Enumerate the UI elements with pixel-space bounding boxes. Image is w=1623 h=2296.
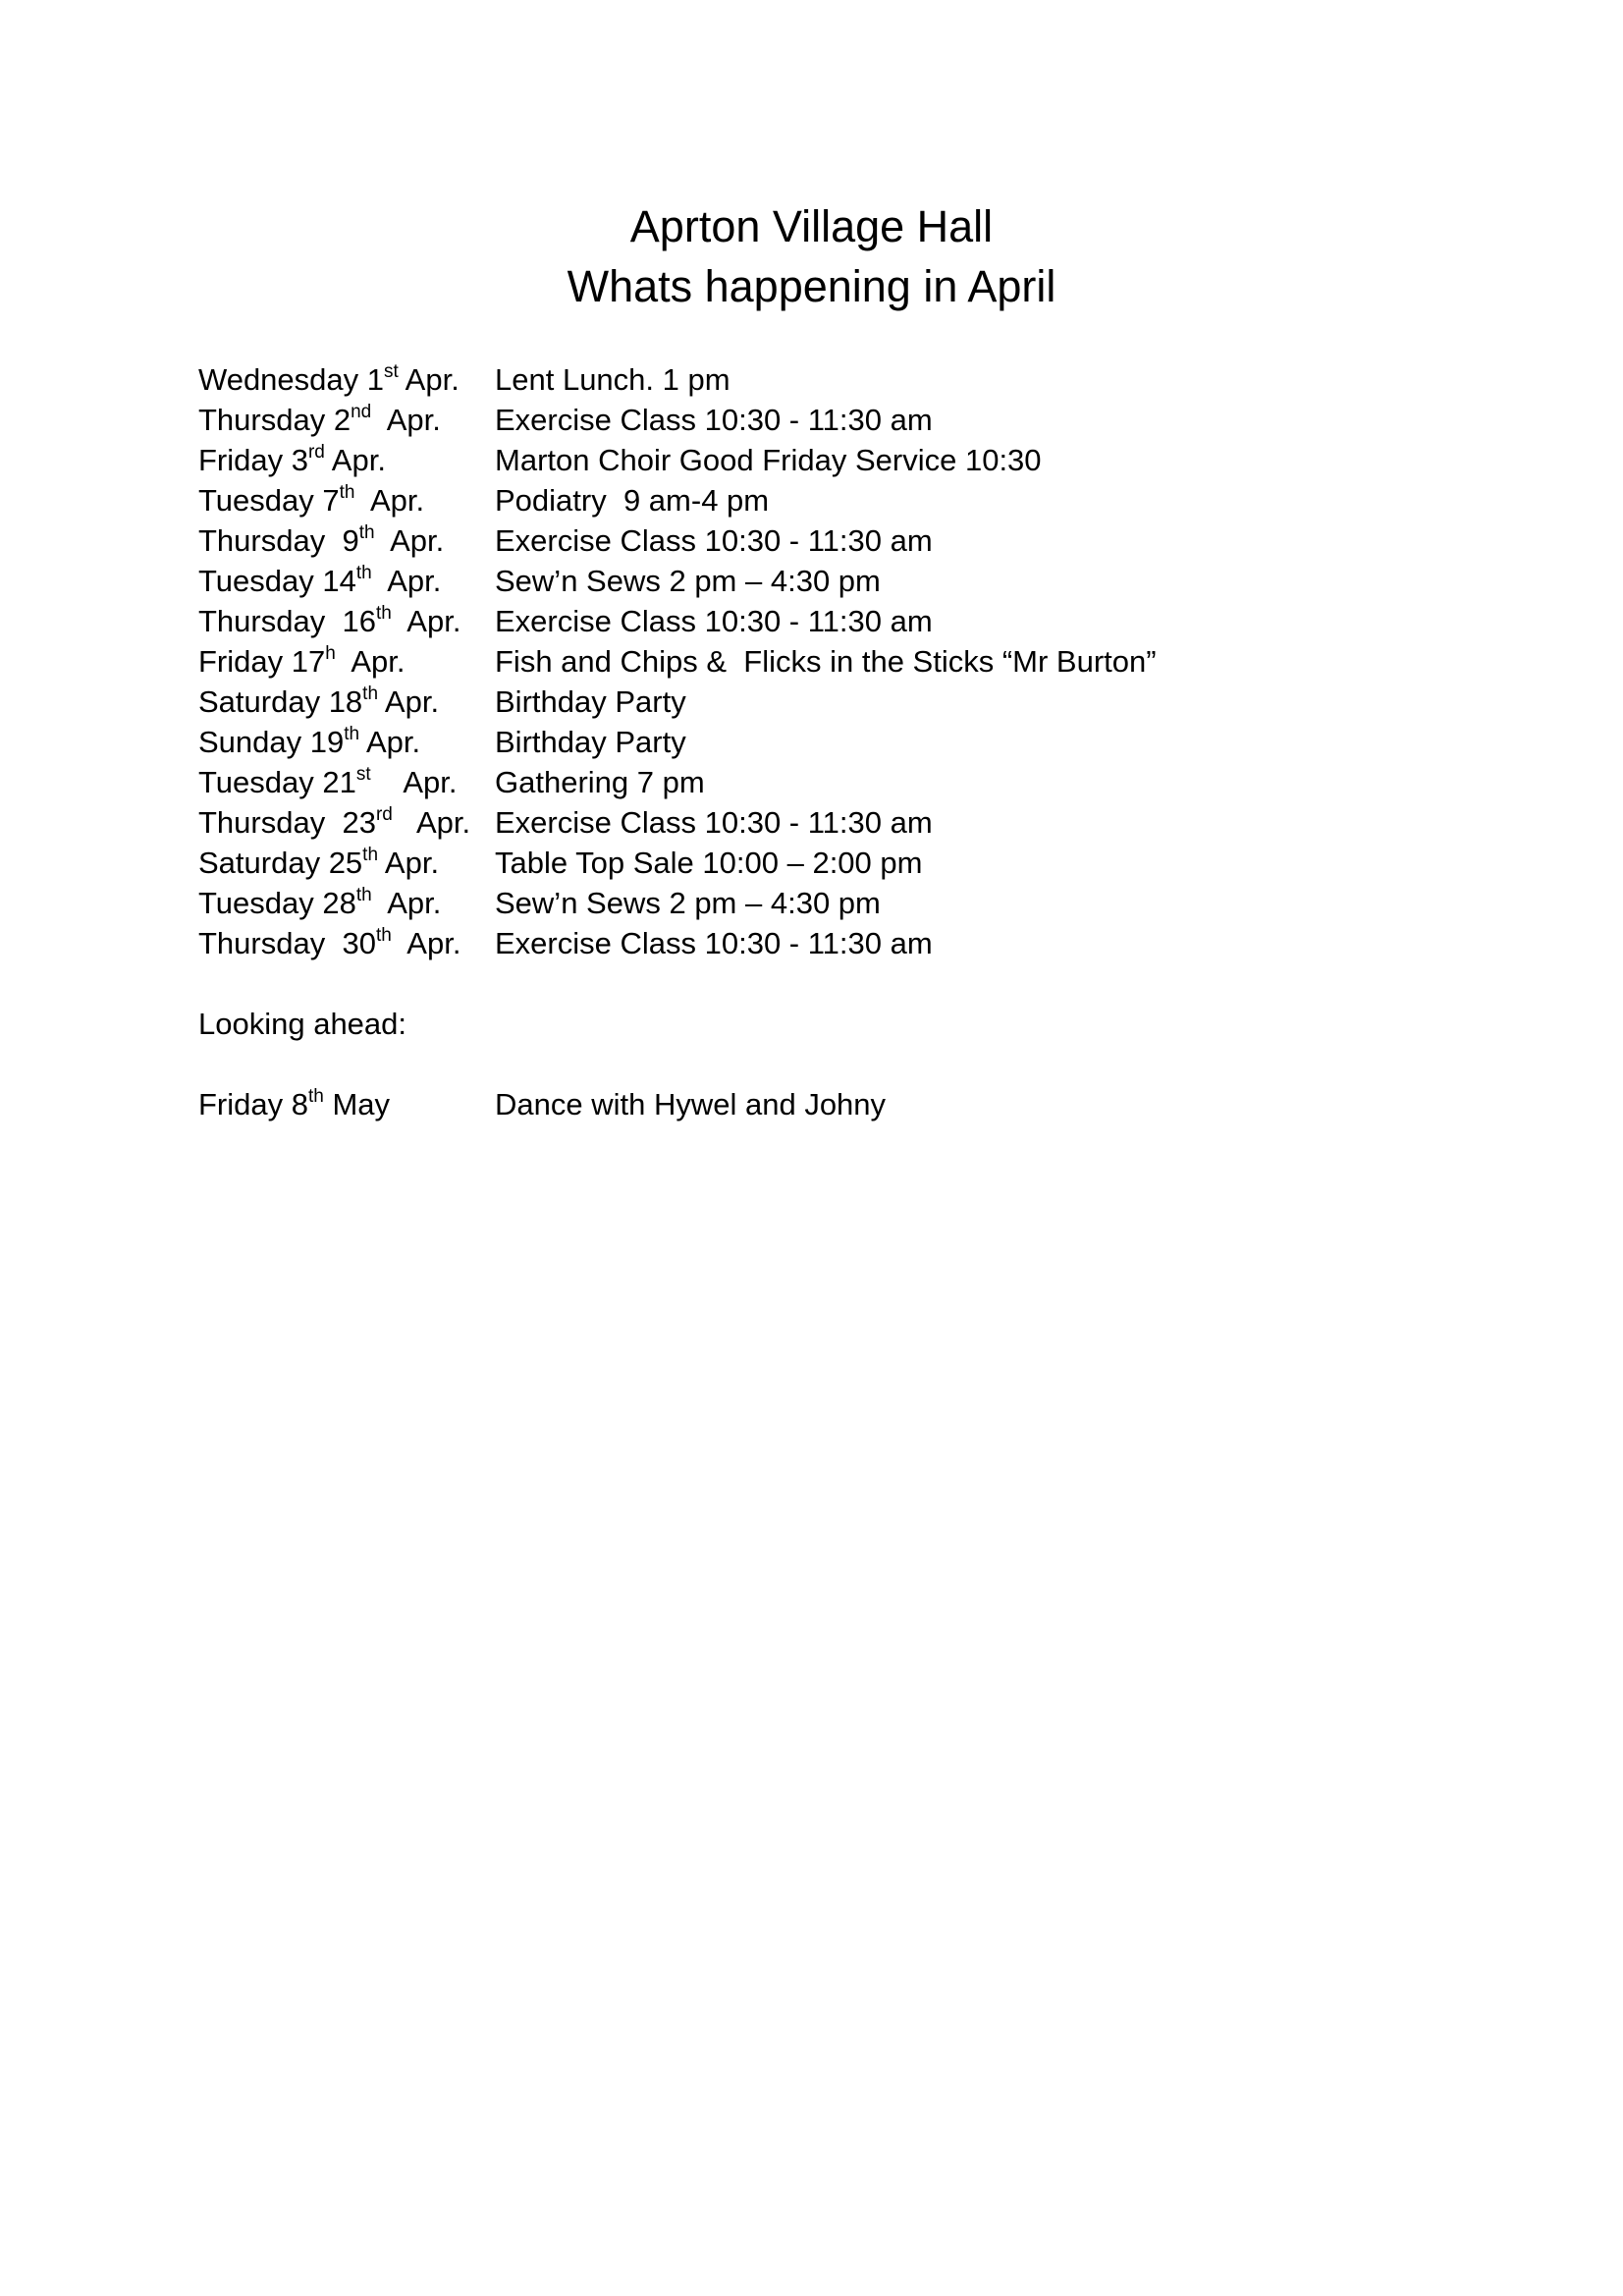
event-month: Apr. — [354, 483, 425, 518]
event-description: Fish and Chips & Flicks in the Sticks “Mr Burton” — [495, 644, 1157, 679]
schedule-row — [198, 359, 1475, 400]
looking-ahead-list — [198, 1084, 1475, 1124]
event-date — [198, 883, 495, 923]
event-month: Apr. — [324, 443, 386, 477]
event-day: Tuesday 7 — [198, 483, 340, 518]
event-date — [198, 480, 495, 520]
page-subtitle: Whats happening in April — [567, 261, 1056, 311]
schedule-row — [198, 440, 1475, 480]
schedule-row — [198, 802, 1475, 843]
event-day: Friday 17 — [198, 644, 326, 679]
schedule-row — [198, 480, 1475, 520]
event-month: Apr. — [378, 846, 440, 880]
event-day: Saturday 18 — [198, 684, 363, 719]
schedule-row — [198, 883, 1475, 923]
event-description: Marton Choir Good Friday Service 10:30 — [495, 443, 1042, 477]
event-day-suffix: th — [344, 723, 360, 744]
event-date — [198, 802, 495, 843]
event-day-suffix: th — [355, 562, 372, 583]
event-description: Lent Lunch. 1 pm — [495, 362, 730, 397]
event-day: Friday 3 — [198, 443, 308, 477]
event-day-suffix: rd — [375, 803, 393, 825]
event-day-suffix: th — [362, 844, 379, 865]
event-month: Apr. — [335, 644, 406, 679]
schedule-row — [198, 520, 1475, 561]
title-block — [0, 196, 1623, 316]
event-description: Birthday Party — [495, 684, 686, 719]
schedule-row — [198, 923, 1475, 963]
event-date — [198, 722, 495, 762]
schedule-row — [198, 682, 1475, 722]
event-description: Exercise Class 10:30 - 11:30 am — [495, 523, 933, 558]
event-date — [198, 682, 495, 722]
event-day: Tuesday 21 — [198, 765, 356, 799]
event-description: Dance with Hywel and Johny — [495, 1087, 887, 1121]
event-date — [198, 923, 495, 963]
event-description: Gathering 7 pm — [495, 765, 705, 799]
page-title: Aprton Village Hall — [629, 201, 994, 251]
event-date — [198, 762, 495, 802]
event-date — [198, 400, 495, 440]
event-month: Apr. — [392, 805, 471, 840]
looking-ahead-label: Looking ahead: — [198, 1007, 407, 1041]
schedule-row — [198, 400, 1475, 440]
event-day-suffix: rd — [307, 441, 325, 463]
schedule-row — [198, 762, 1475, 802]
event-day-suffix: th — [375, 924, 392, 946]
event-date — [198, 641, 495, 682]
event-day-suffix: nd — [351, 401, 372, 422]
event-date — [198, 561, 495, 601]
event-day-suffix: th — [362, 683, 379, 704]
event-date — [198, 1084, 495, 1124]
event-day: Thursday 30 — [198, 926, 376, 960]
event-date — [198, 440, 495, 480]
event-day: Wednesday 1 — [198, 362, 384, 397]
event-date — [198, 843, 495, 883]
event-day: Thursday 23 — [198, 805, 376, 840]
event-day: Sunday 19 — [198, 725, 345, 759]
event-day: Thursday 9 — [198, 523, 359, 558]
event-day-suffix: th — [375, 602, 392, 624]
event-day-suffix: h — [325, 642, 336, 664]
event-day: Thursday 2 — [198, 403, 352, 437]
event-date — [198, 520, 495, 561]
event-description: Sew’n Sews 2 pm – 4:30 pm — [495, 564, 881, 598]
event-month: Apr. — [398, 362, 460, 397]
event-day-suffix: th — [307, 1085, 324, 1107]
event-day: Thursday 16 — [198, 604, 376, 638]
schedule-row — [198, 641, 1475, 682]
event-description: Exercise Class 10:30 - 11:30 am — [495, 926, 933, 960]
event-date — [198, 359, 495, 400]
event-day: Saturday 25 — [198, 846, 363, 880]
event-description: Podiatry 9 am-4 pm — [495, 483, 770, 518]
schedule-row — [198, 601, 1475, 641]
schedule-row — [198, 722, 1475, 762]
event-month: Apr. — [378, 684, 440, 719]
event-description: Sew’n Sews 2 pm – 4:30 pm — [495, 886, 881, 920]
event-day-suffix: th — [339, 481, 355, 503]
event-month: Apr. — [371, 886, 442, 920]
schedule-row — [198, 1084, 1475, 1124]
event-day: Tuesday 28 — [198, 886, 356, 920]
event-day-suffix: st — [355, 763, 371, 785]
event-day: Friday 8 — [198, 1087, 308, 1121]
event-month: Apr. — [391, 604, 461, 638]
event-month: May — [323, 1087, 391, 1121]
schedule-row — [198, 843, 1475, 883]
april-schedule — [198, 359, 1475, 963]
schedule-row — [198, 561, 1475, 601]
event-day-suffix: th — [355, 884, 372, 905]
event-day-suffix: st — [384, 360, 399, 382]
event-month: Apr. — [371, 403, 441, 437]
event-month: Apr. — [391, 926, 461, 960]
event-description: Birthday Party — [495, 725, 686, 759]
event-day: Tuesday 14 — [198, 564, 356, 598]
event-day-suffix: th — [358, 521, 375, 543]
event-description: Exercise Class 10:30 - 11:30 am — [495, 805, 933, 840]
event-month: Apr. — [374, 523, 445, 558]
event-description: Table Top Sale 10:00 – 2:00 pm — [495, 846, 923, 880]
event-month: Apr. — [359, 725, 421, 759]
event-date — [198, 601, 495, 641]
event-month: Apr. — [371, 564, 442, 598]
event-description: Exercise Class 10:30 - 11:30 am — [495, 604, 933, 638]
event-description: Exercise Class 10:30 - 11:30 am — [495, 403, 933, 437]
event-month: Apr. — [370, 765, 458, 799]
